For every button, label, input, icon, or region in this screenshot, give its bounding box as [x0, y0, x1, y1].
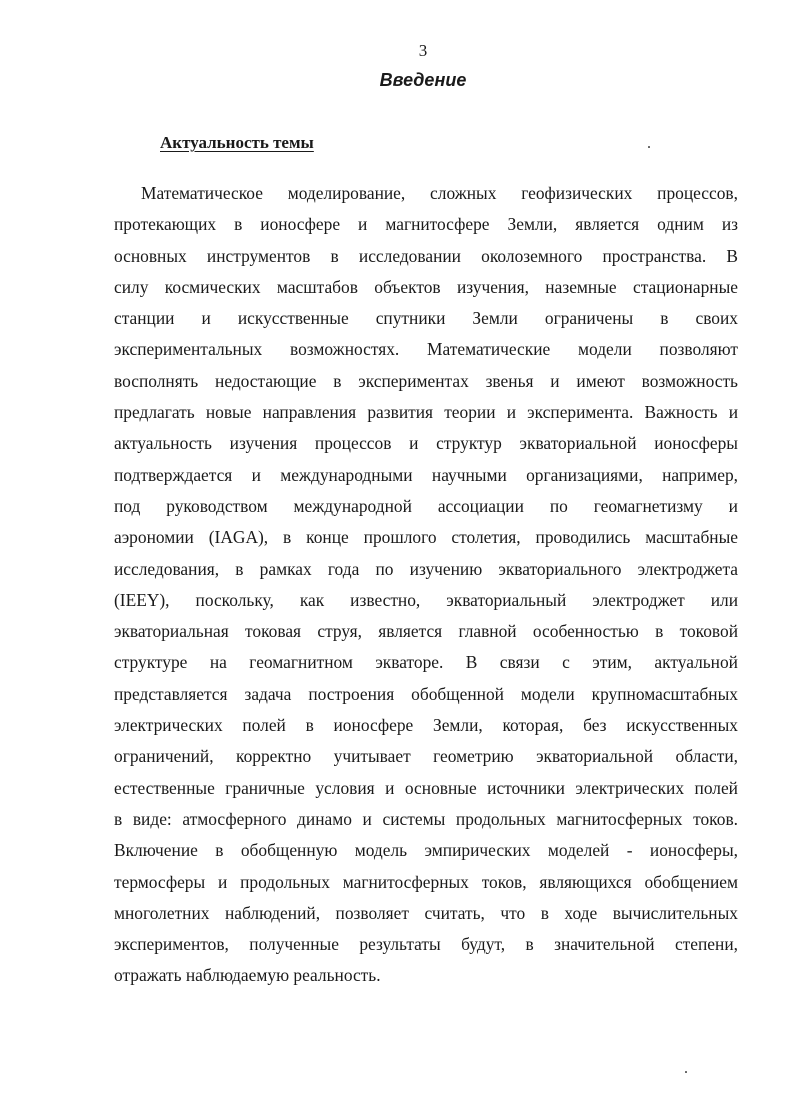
text-line: Математическое моделирование, сложных геофизических процессов, — [141, 183, 738, 203]
text-line: экваториальная токовая струя, является главной особенностью в токовой — [114, 621, 738, 642]
text-line: экспериментальных возможностях. Математические модели позволяют — [114, 339, 738, 360]
text-line: представляется задача построения обобщенной модели крупномасштабных — [114, 683, 738, 704]
text-line: силу космических масштабов объектов изучения, наземные стационарные — [114, 276, 738, 297]
text-line: многолетних наблюдений, позволяет считать, что в ходе вычислительных — [114, 902, 738, 923]
text-line: актуальность изучения процессов и структур экваториальной ионосферы — [114, 433, 738, 454]
text-line: подтверждается и международными научными организациями, например, — [114, 464, 738, 485]
text-line: аэрономии (IAGA), в конце прошлого столетия, проводились масштабные — [114, 527, 738, 548]
scan-speck — [648, 146, 650, 148]
text-line: предлагать новые направления развития теории и эксперимента. Важность и — [114, 402, 738, 423]
text-line: (IEEY), поскольку, как известно, экваториальный электроджет или — [114, 589, 738, 610]
body-paragraph — [114, 178, 738, 992]
text-line: основных инструментов в исследовании околоземного пространства. В — [114, 245, 738, 266]
text-line: естественные граничные условия и основные источники электрических полей — [114, 777, 738, 798]
document-title: Введение — [379, 70, 467, 90]
text-line: станции и искусственные спутники Земли ограничены в своих — [114, 308, 738, 329]
text-line: экспериментов, полученные результаты будут, в значительной степени, — [114, 934, 738, 955]
text-line: исследования, в рамках года по изучению экваториального электроджета — [114, 558, 738, 579]
text-line: отражать наблюдаемую реальность. — [114, 965, 381, 986]
text-line: протекающих в ионосфере и магнитосфере Земли, является одним из — [114, 214, 738, 235]
text-line: в виде: атмосферного динамо и системы продольных магнитосферных токов. — [114, 808, 738, 829]
text-line: термосферы и продольных магнитосферных токов, являющихся обобщением — [114, 871, 738, 892]
page-number: 3 — [418, 41, 428, 60]
section-heading: Актуальность темы — [160, 133, 314, 152]
text-line: структуре на геомагнитном экваторе. В связи с этим, актуальной — [114, 652, 738, 673]
text-line: восполнять недостающие в экспериментах звенья и имеют возможность — [114, 370, 738, 391]
scan-speck — [685, 1071, 687, 1073]
text-line: ограничений, корректно учитывает геометрию экваториальной области, — [114, 746, 738, 767]
text-line: под руководством международной ассоциации по геомагнетизму и — [114, 495, 738, 516]
text-line: Включение в обобщенную модель эмпирических моделей - ионосферы, — [114, 840, 738, 861]
text-line: электрических полей в ионосфере Земли, которая, без искусственных — [114, 715, 738, 736]
